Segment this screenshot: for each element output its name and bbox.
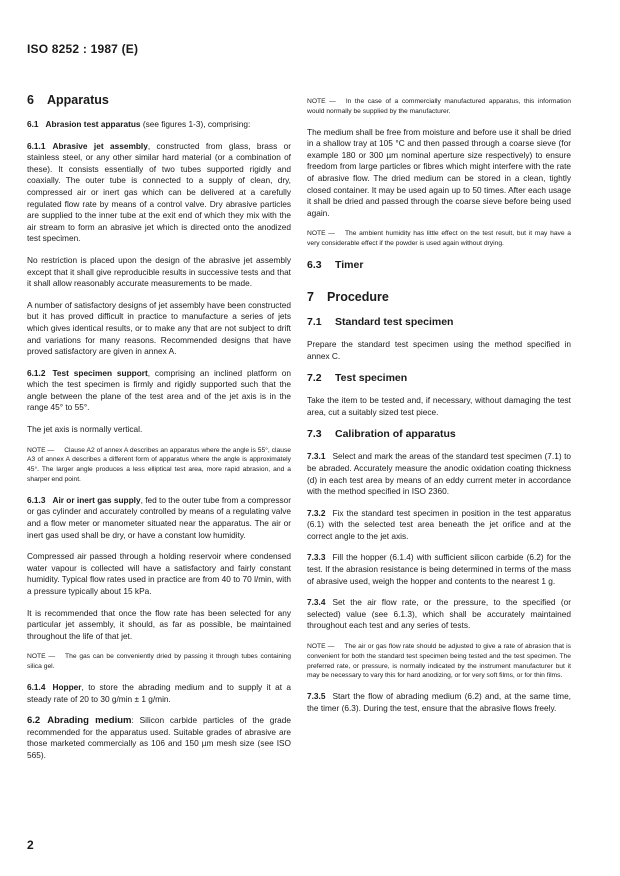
paragraph: It is recommended that once the flow rate has been selected for any particular jet assembly, it should, as far as possible, be maintained throughout the life of that jet.: [27, 607, 291, 641]
paragraph: Prepare the standard test specimen using the method specified in annex C.: [307, 338, 571, 361]
section-7-1-heading: [307, 316, 571, 329]
clause-number: 7.3.2: [307, 507, 326, 518]
section-number: 7: [307, 289, 314, 304]
section-title: Procedure: [327, 289, 389, 304]
section-number: 6.3: [307, 258, 322, 271]
document-header: ISO 8252 : 1987 (E): [27, 42, 139, 56]
page-number: 2: [27, 838, 34, 852]
note-text: In the case of a commercially manufactured apparatus, this information would normally be supplied by the manufacturer.: [307, 98, 571, 115]
clause-text: Start the flow of abrading medium (6.2) and, at the same time, the timer (6.3). During the test, ensure that the abrasive flows freely.: [307, 691, 571, 713]
paragraph: The medium shall be free from moisture and before use it shall be dried in a shallow tray at 105 °C and then passed through a coarse sieve (for example 180 or 300 µm nominal aperture size respectively) to ensure freedom from large particles or fibres which might interfere with the rate of abrasive flow. The dried medium can be stored in a clean, tightly closed container. It may be used again up to 50 times. After each usage it shall be dried and passed through the coarse sieve before being used again.: [307, 126, 571, 218]
note: [307, 97, 571, 117]
clause-number: 6.1.1: [27, 140, 46, 151]
clause-text: Select and mark the areas of the standard test specimen (7.1) to be abraded. Accurately measure the anodic oxidation coating thickness (d) in each test area by means of an eddy current meter in accordance with the method specified in ISO 2360.: [307, 451, 571, 497]
clause-6-1-1: [27, 141, 291, 245]
paragraph: Take the item to be tested and, if necessary, without damaging the test area, cut a suitably sized test piece.: [307, 395, 571, 417]
paragraph: The jet axis is normally vertical.: [27, 424, 143, 435]
section-7-heading: [307, 290, 571, 304]
section-number: 7.1: [307, 315, 322, 328]
note: [307, 229, 571, 249]
clause-number: 7.3.3: [307, 552, 326, 563]
note-text: The gas can be conveniently dried by passing it through tubes containing silica gel.: [27, 653, 291, 671]
clause-7-3-2: [307, 508, 571, 543]
clause-6-1-4: [27, 682, 291, 705]
clause-6-1-2: [27, 368, 291, 414]
clause-6-1-3: [27, 495, 291, 541]
clause-number: 7.3.5: [307, 691, 326, 702]
clause-6-2: [27, 715, 291, 761]
section-6-heading: [27, 93, 291, 107]
clause-title: Abrasive jet assembly: [52, 140, 148, 151]
clause-title: Abrasion test apparatus: [45, 119, 141, 129]
clause-text: Set the air flow rate, or the pressure, to the specified (or selected) value (see 6.1.3), which shall be accurately maintained throughout each test and any series of tests.: [307, 597, 571, 631]
section-number: 7.2: [307, 372, 322, 385]
clause-title: Abrading medium: [47, 715, 132, 727]
clause-text: , constructed from glass, brass or stainless steel, or any other similar hard material (or a combination of these). It consists essentially of two tubes supported rigidly and coaxially. The outer tube is connected to a supply of clean, dry, compressed air or inert gas which can be delivered at a carefully regulated flow rate by means of a control valve. Dry abrasive particles are supplied to the inner tube at the exit end of which they mix with the air stream to form an abrasive jet which is directed onto the anodized test specimen.: [27, 140, 292, 244]
paragraph: A number of satisfactory designs of jet assembly have been constructed but it has proved difficult in practice to manufacture a series of jets which gives identical results, or to make any that are not subject to drift and variations for many reasons. Recommended designs that have proved satisfactory are given in annex A.: [27, 299, 291, 357]
left-column: [27, 93, 291, 772]
clause-title: Hopper: [52, 681, 82, 692]
paragraph: No restriction is placed upon the design of the abrasive jet assembly except that it shall give reproducible results in successive tests and that it shall allow reasonably accurate measurements to be made.: [27, 254, 291, 289]
clause-text: , fed to the outer tube from a compressor or gas cylinder and accurately controlled by means of a regulating valve and a flow meter or manometer situated near the apparatus. The air or inert gas used shall be dry, or have a constant low humidity.: [27, 494, 292, 540]
section-title: Standard test specimen: [335, 315, 454, 328]
clause-number: 7.3.1: [307, 451, 326, 462]
clause-title: Air or inert gas supply: [52, 494, 141, 505]
note: [27, 446, 291, 485]
clause-text: , to store the abrading medium and to supply it at a steady rate of 20 to 30 g/min ± 1 g/min.: [27, 681, 291, 704]
clause-text: Fill the hopper (6.1.4) with sufficient silicon carbide (6.2) for the test. If the abrasion resistance is being determined in terms of the mass of abrasive used, weigh the hopper and contents to the nearest 1 g.: [307, 552, 571, 586]
section-title: Calibration of apparatus: [335, 428, 456, 441]
clause-7-3-1: [307, 451, 571, 497]
clause-number: 6.1.3: [27, 494, 46, 505]
clause-7-3-5: [307, 691, 571, 714]
section-number: 7.3: [307, 428, 322, 441]
clause-7-3-4: [307, 597, 571, 632]
section-7-3-heading: [307, 428, 571, 441]
clause-title: Test specimen support: [52, 367, 148, 378]
clause-number: 7.3.4: [307, 597, 326, 608]
clause-7-3-3: [307, 552, 571, 587]
paragraph: Compressed air passed through a holding reservoir where condensed water vapour is collected will have a satisfactory and fairly constant humidity. Typical flow rates used in practice are from 40 to 70 l/min, with a pressure typically about 15 kPa.: [27, 551, 291, 596]
right-column: [307, 97, 571, 724]
section-7-2-heading: [307, 372, 571, 385]
note-text: The ambient humidity has little effect on the test result, but it may have a very considerable effect if the powder is used again without drying.: [307, 230, 572, 248]
note-label: NOTE —: [307, 98, 336, 105]
clause-6-1: [27, 119, 291, 131]
note-text: Clause A2 of annex A describes an apparatus where the angle is 55°, clause A3 of annex A describes a different form of apparatus where the angle is approximately 45°. The larger angle produces a less elliptical test area, more rapid abrasion, and a sharper end point.: [27, 446, 292, 484]
clause-number: 6.1: [27, 119, 39, 129]
clause-number: 6.1.2: [27, 367, 46, 378]
note: [27, 652, 291, 672]
clause-text: : Silicon carbide particles of the grade recommended for the apparatus used. Suitable grades of abrasive are those marketed commercially as 106 and 150 µm mesh size (see ISO 565).: [27, 715, 291, 760]
section-6-3-heading: [307, 259, 571, 272]
note: [307, 642, 571, 681]
clause-text: Fix the standard test specimen in position in the test apparatus (6.1) with the selected test area beneath the jet orifice and at the correct angle to the jet axis.: [307, 507, 571, 541]
note-label: NOTE —: [27, 446, 55, 454]
clause-text: (see figures 1-3), comprising:: [140, 119, 251, 129]
clause-number: 6.1.4: [27, 681, 46, 692]
clause-text: , comprising an inclined platform on which the test specimen is firmly and rigidly supported such that the angle between the plane of the test area and of the jet axis is in the range 45° to 55°.: [27, 367, 291, 413]
section-title: Test specimen: [335, 372, 408, 385]
note-text: The air or gas flow rate should be adjusted to give a rate of abrasion that is convenient for both the standard test specimen being tested and the test specimen. The preferred rate, or pressure, is normally indicated by the instrument manufacturer but it may be necessary to vary this for hard anodizing, or for very soft films, or for thin films.: [307, 643, 571, 680]
clause-number: 6.2: [27, 715, 41, 727]
note-label: NOTE —: [307, 643, 335, 651]
section-title: Timer: [335, 258, 364, 271]
section-number: 6: [27, 93, 34, 107]
section-title: Apparatus: [47, 93, 109, 107]
note-label: NOTE —: [27, 653, 56, 661]
note-label: NOTE —: [307, 230, 335, 238]
